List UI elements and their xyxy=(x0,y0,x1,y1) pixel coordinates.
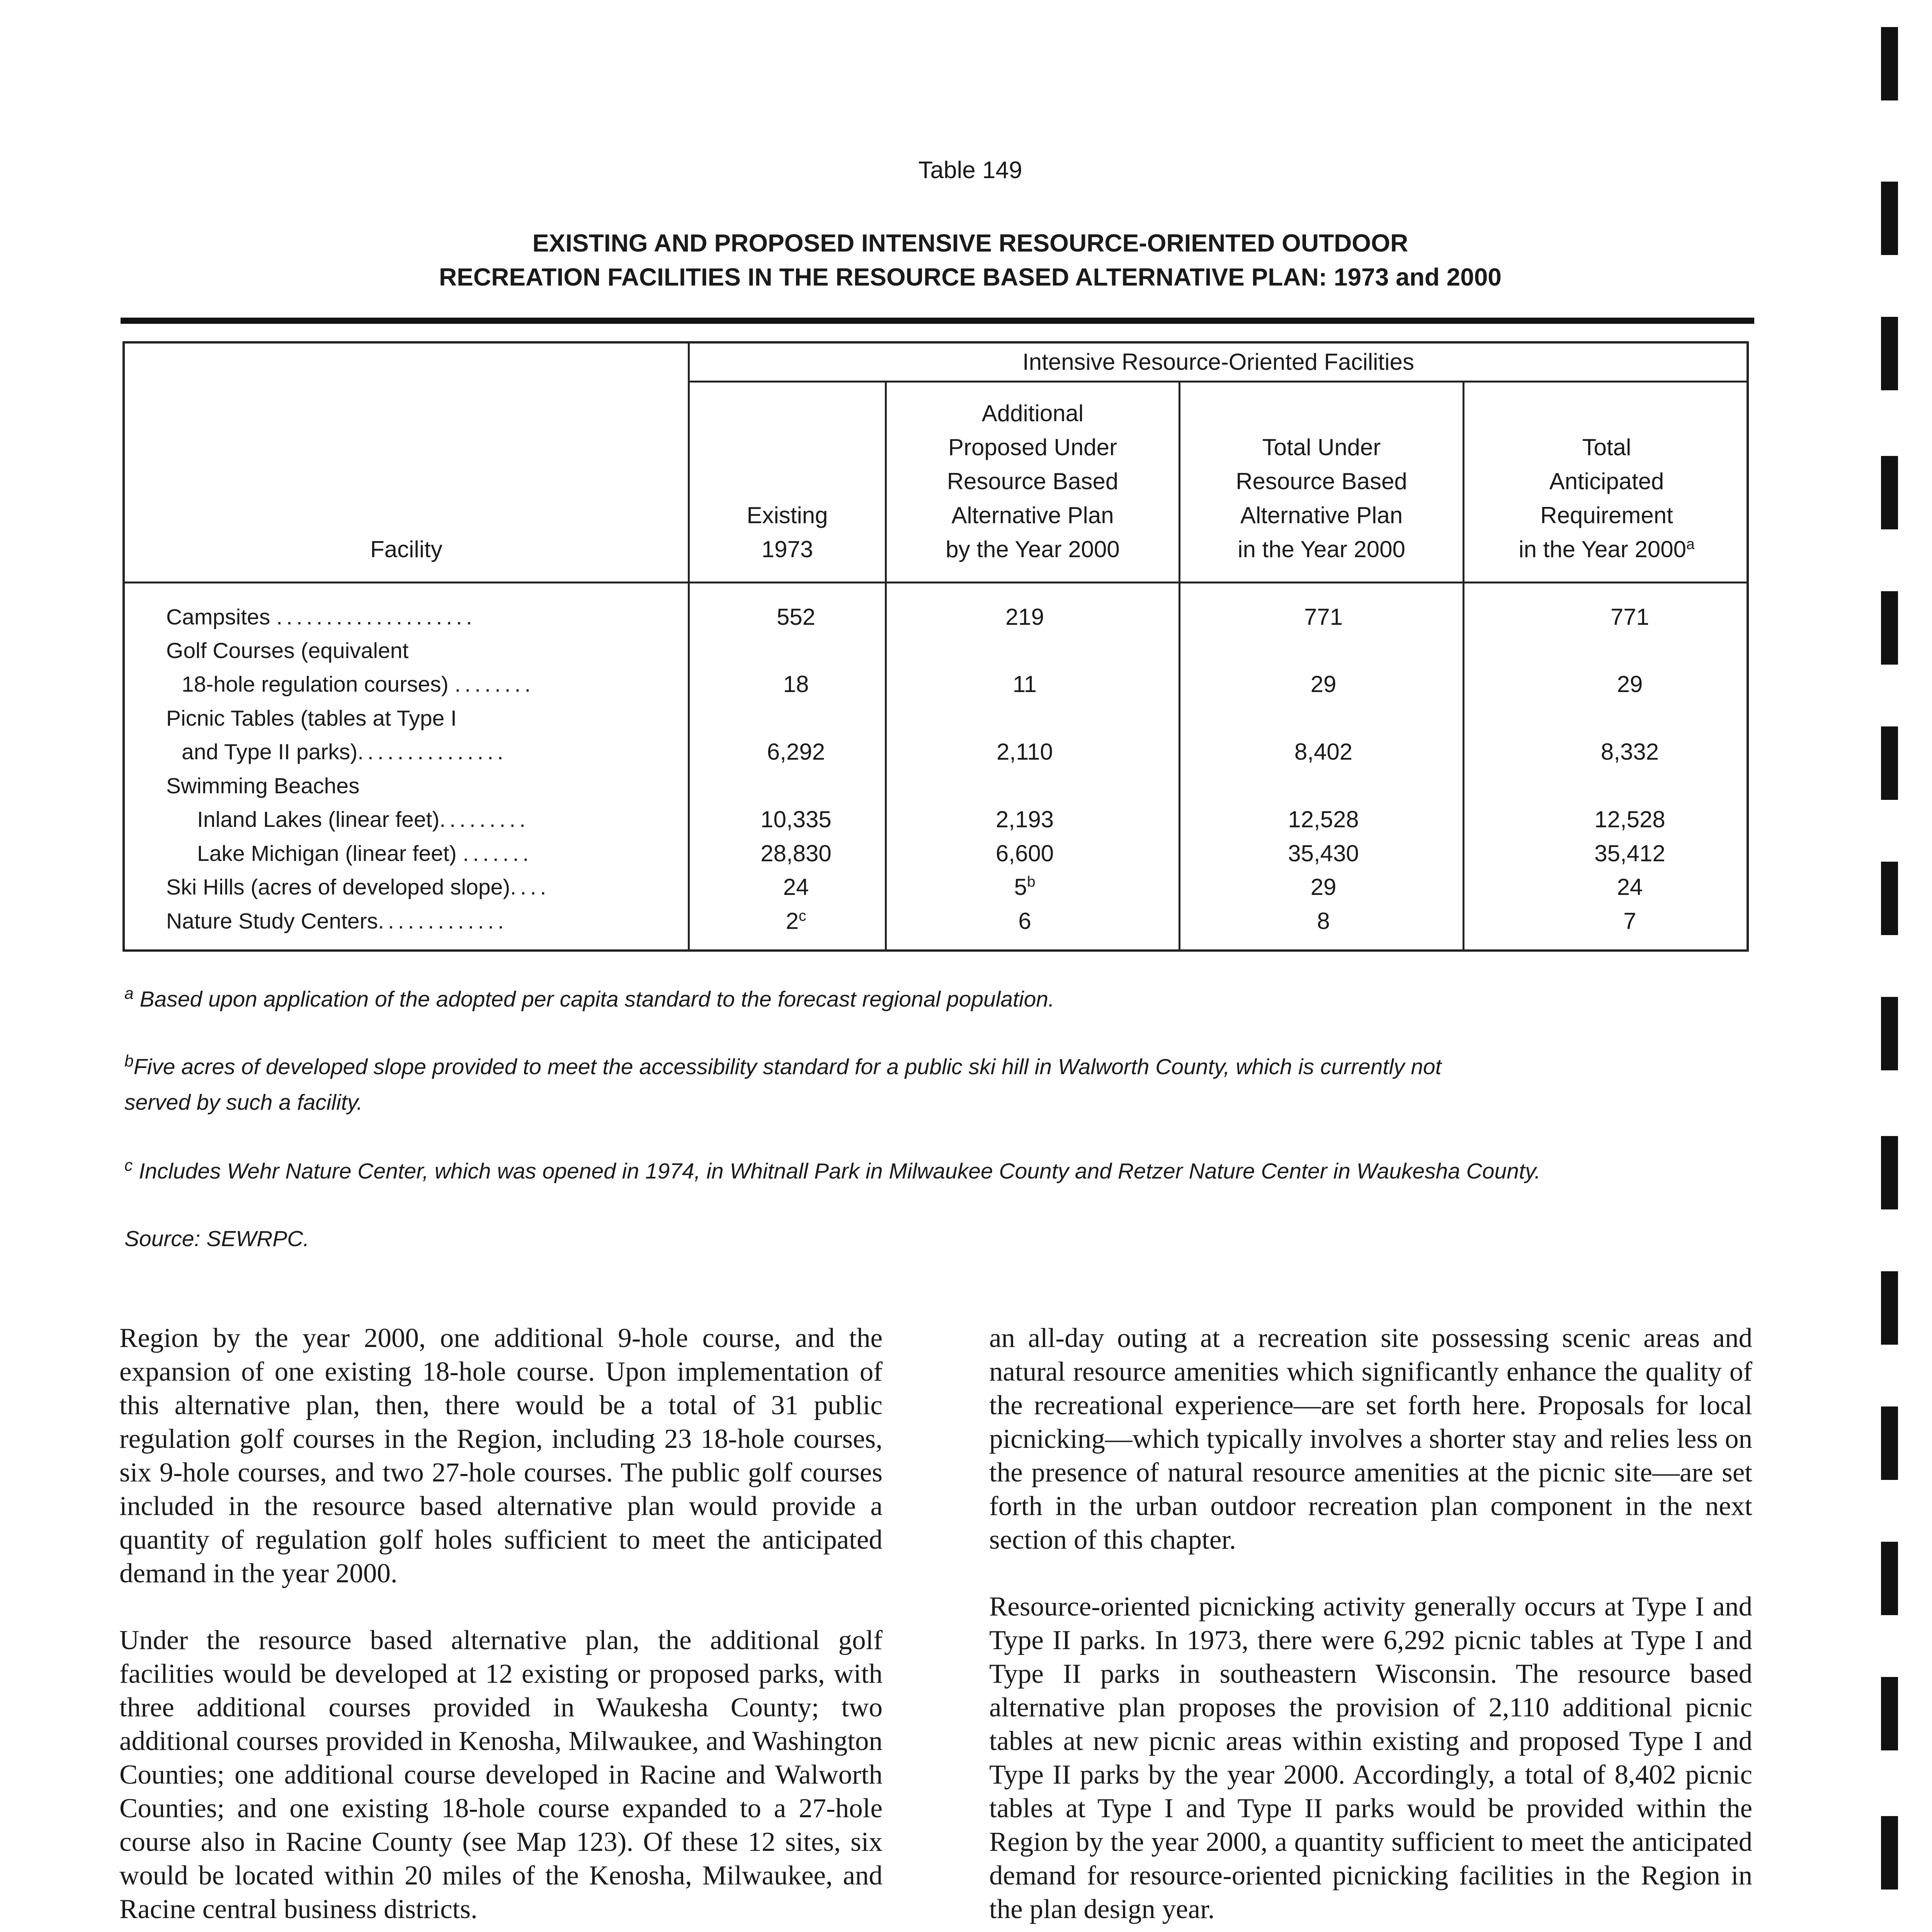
table-cell: 2$^c$ xyxy=(786,908,806,934)
body-column-left xyxy=(119,1321,883,1932)
table-cell: 6 xyxy=(1018,908,1031,934)
table-cell: 10,335 xyxy=(760,806,832,832)
group-header: Intensive Resource-Oriented Facilities xyxy=(1022,349,1414,375)
table-number: Table 149 xyxy=(918,157,1022,184)
row-label: Golf Courses (equivalent xyxy=(166,638,409,663)
table-cell: 29 xyxy=(1617,671,1643,697)
header-bottom-rule xyxy=(122,582,1749,583)
table-cell: 28,830 xyxy=(760,840,832,866)
table-cell: 2,193 xyxy=(995,806,1054,832)
table-title-line: EXISTING AND PROPOSED INTENSIVE RESOURCE-ORIENTED OUTDOOR xyxy=(532,229,1408,257)
table-cell: 2,110 xyxy=(997,739,1053,765)
facility-column-header: Facility xyxy=(370,536,442,562)
table-cell: 8,332 xyxy=(1600,739,1659,765)
paragraph: Region by the year 2000, one additional 9-hole course, and the expansion of one existing 18-hole course. Upon implementation of this alternative plan, then, there would be a total of 31 public regulation golf courses in the Region, including 23 18-hole courses, six 9-hole courses, and two 27-hole courses. The public golf courses included in the resource based alternative plan would provide a quantity of regulation golf holes sufficient to meet the anticipated demand in the year 2000. xyxy=(119,1323,883,1588)
margin-mark xyxy=(1881,1542,1898,1615)
margin-mark xyxy=(1881,1406,1898,1480)
total-under-column-header: Total Under Resource Based Alternative Plan in the Year 2000 xyxy=(1236,434,1407,562)
table-cell: 11 xyxy=(1012,671,1037,697)
header-divider xyxy=(688,381,1749,383)
row-label: Ski Hills (acres of developed slope).... xyxy=(166,875,550,900)
column-divider xyxy=(688,341,690,952)
anticipated-column-header: Total Anticipated Requirement in the Year 2000$^a$ xyxy=(1519,434,1695,562)
paragraph: Resource-oriented picnicking activity generally occurs at Type I and Type II parks. In 1973, there were 6,292 picnic tables at Type I and Type II parks in southeastern Wisconsin. The resource based alternative plan proposes the provision of 2,110 additional picnic tables at new picnic areas within existing and proposed Type I and Type II parks by the year 2000. Accordingly, a total of 8,402 picnic tables at Type I and Type II parks would be provided within the Region by the year 2000, a quantity sufficient to meet the anticipated demand for resource-oriented picnicking facilities in the Region in the plan design year. xyxy=(989,1592,1752,1924)
additional-column-header: Additional Proposed Under Resource Based Alternative Plan by the Year 2000 xyxy=(946,400,1120,562)
footnote-marker: c xyxy=(798,908,806,924)
table-cell: 29 xyxy=(1310,671,1337,697)
row-label: 18-hole regulation courses) ........ xyxy=(182,672,535,697)
table-cell: 18 xyxy=(783,671,809,697)
table-top-rule xyxy=(121,318,1754,324)
margin-mark xyxy=(1881,726,1898,800)
table-cell: 8,402 xyxy=(1294,739,1353,765)
table-cell: 6,292 xyxy=(767,739,825,765)
row-label: Swimming Beaches xyxy=(166,774,360,798)
footnote-marker: b xyxy=(1027,874,1036,890)
margin-mark xyxy=(1881,1677,1898,1750)
footnote-a: $^a$ Based upon application of the adopted per capita standard to the forecast regional population. xyxy=(124,984,1054,1012)
table-cell: 24 xyxy=(1617,874,1643,900)
footnote-marker: a xyxy=(1686,536,1695,553)
table-cell: 35,430 xyxy=(1288,840,1359,866)
table-title-line: RECREATION FACILITIES IN THE RESOURCE BASED ALTERNATIVE PLAN: 1973 and 2000 xyxy=(439,263,1502,291)
source-note: Source: SEWRPC. xyxy=(124,1226,310,1251)
row-label: Campsites .................... xyxy=(166,605,476,629)
margin-mark xyxy=(1881,862,1898,935)
table-cell: 29 xyxy=(1310,874,1337,900)
margin-mark xyxy=(1881,997,1898,1070)
footnote-b: $^b$Five acres of developed slope provided to meet the accessibility standard for a public ski hill in Walworth County, which is currently not served by such a facility. xyxy=(124,1052,1442,1115)
row-label: Lake Michigan (linear feet) ....... xyxy=(197,841,533,866)
table-title xyxy=(0,226,1932,294)
table-cell: 12,528 xyxy=(1594,806,1665,832)
table-cell: 771 xyxy=(1610,604,1650,630)
margin-mark xyxy=(1881,591,1898,665)
margin-mark xyxy=(1881,456,1898,529)
table-cell: 552 xyxy=(776,604,816,630)
margin-mark xyxy=(1881,1816,1898,1889)
table-cell: 219 xyxy=(1005,604,1044,630)
table-cell: 35,412 xyxy=(1594,840,1665,866)
paragraph: Under the resource based alternative plan, the additional golf facilities would be developed at 12 existing or proposed parks, with three additional courses provided in Waukesha County; two additional courses provided in Kenosha, Milwaukee, and Washington Counties; one additional course developed in Racine and Walworth Counties; and one existing 18-hole course expanded to a 27-hole course also in Racine County (see Map 123). Of these 12 sites, six would be located within 20 miles of the Kenosha, Milwaukee, and Racine central business districts. xyxy=(119,1625,883,1924)
row-label: and Type II parks)............... xyxy=(182,740,507,764)
table-cell: 8 xyxy=(1317,908,1330,934)
row-label: Picnic Tables (tables at Type I xyxy=(166,706,457,731)
footnote-c: $^c$ Includes Wehr Nature Center, which was opened in 1974, in Whitnall Park in Milwaukee County and Retzer Nature Center in Waukesha County. xyxy=(124,1156,1541,1184)
row-label: Nature Study Centers............. xyxy=(166,909,508,934)
table-cell: 24 xyxy=(783,874,809,900)
table-cell: 7 xyxy=(1623,908,1636,934)
margin-mark xyxy=(1881,1136,1898,1209)
table-cell: 771 xyxy=(1304,604,1343,630)
existing-column-header: Existing 1973 xyxy=(747,502,828,562)
paragraph: an all-day outing at a recreation site possessing scenic areas and natural resource amenities which significantly enhance the quality of the recreational experience—are set forth here. Proposals for local picnicking—which typically involves a shorter stay and relies less on the presence of natural resource amenities at the picnic site—are set forth in the urban outdoor recreation plan component in the next section of this chapter. xyxy=(989,1323,1752,1555)
row-label: Inland Lakes (linear feet)......... xyxy=(197,807,529,832)
body-column-right xyxy=(989,1321,1752,1932)
margin-mark xyxy=(1881,27,1898,100)
margin-mark xyxy=(1881,317,1898,390)
margin-mark xyxy=(1881,1271,1898,1345)
table-cell: 5$^b$ xyxy=(1014,874,1036,900)
table-cell: 6,600 xyxy=(995,840,1054,866)
table-cell: 12,528 xyxy=(1288,806,1359,832)
